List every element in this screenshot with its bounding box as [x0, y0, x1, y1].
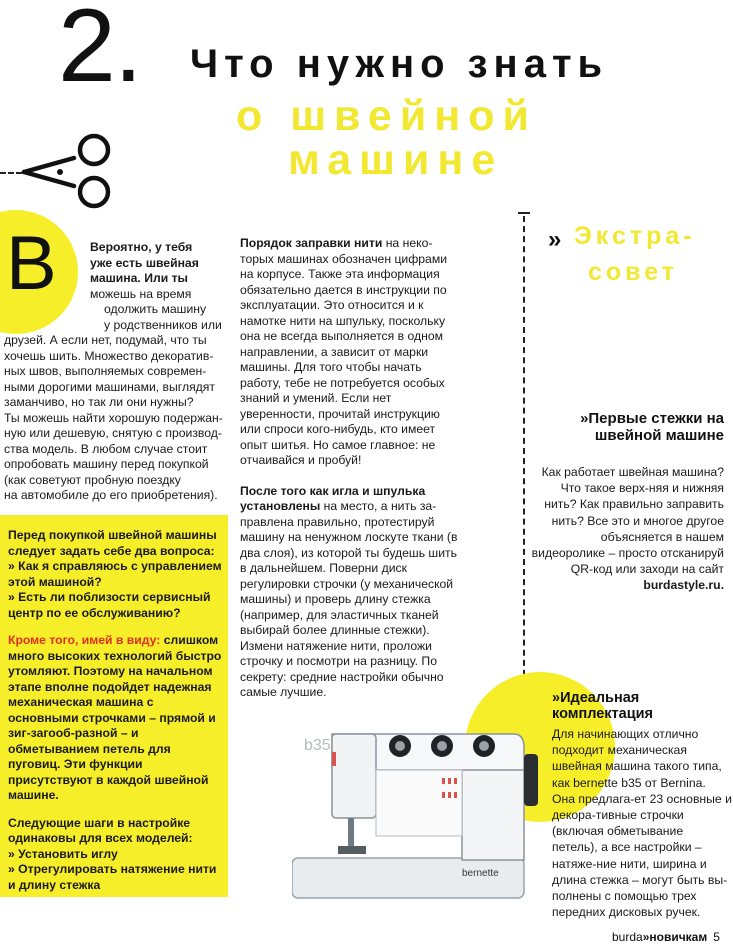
- intro-line: ную или дешевую, снятую с производ-: [4, 426, 222, 440]
- threading-paragraph: Порядок заправки нити на неко-торых машинах обозначен цифрами на корпусе. Также эта информация обязательно дается в инструкции по эксплуатации. Это относится и к намотке нити на шпульку, поскольку она не всегда выполняется в одном направлении, а зависит от марки машины. Для того чтобы начать работу, тебе не потребуется особых знаний и умений. Если нет уверенности, прочитай инструкцию или спроси кого-нибудь, кто имеет опыт шитья. Но самое главное: не отчаивайся и пробуй!: [240, 236, 448, 467]
- steps-intro: Следующие шаги в настройке одинаковы для всех моделей:: [8, 815, 193, 845]
- machine-brand-label: bernette: [462, 868, 499, 879]
- intro-line: у родственников или: [104, 317, 222, 332]
- intro-line: хочешь шить. Множество декоратив-: [4, 348, 214, 363]
- testing-paragraph: После того как игла и шпулька установлены на место, а нить за-правлена правильно, протестируй машину на ненужном лоскуте ткани (в два слоя), из которой ты будешь шить в дальнейшем. Поверни диск регулировки строчки (у механической машины) и проверь длину стежка (например, для эластичных тканей выбирай более длинные стежки). Измени натяжение нити, проложи строчку и посмотри на разницу. По секрету: средние настройки обычно самые лучшие.: [240, 483, 458, 699]
- step-1: » Установить иглу: [8, 846, 118, 861]
- intro-line: машина. Или ты: [90, 271, 188, 285]
- machine-model-label: b35: [304, 737, 331, 754]
- column-divider: [523, 216, 525, 686]
- intro-line: ных швов, выполняемых современ-: [4, 364, 207, 378]
- step-2: » Отрегулировать натяжение нити и длину стежка: [8, 862, 217, 892]
- extra-tip-mark: »: [548, 226, 562, 253]
- intro-line: на автомобиле до его приобретения).: [4, 488, 218, 502]
- site-link[interactable]: burdastyle.ru.: [643, 578, 724, 593]
- intro-line: Ты можешь найти хорошую подержан-: [4, 410, 223, 425]
- footer-brand: burda: [612, 930, 643, 944]
- threading-text: [240, 236, 462, 701]
- question-2: » Есть ли поблизости сервисный центр по ее обслуживанию?: [8, 590, 211, 620]
- page-footer: [612, 930, 720, 944]
- question-1: » Как я справляюсь с управлением этой машиной?: [8, 559, 222, 589]
- intro-line: можешь на время: [90, 286, 192, 301]
- ideal-set-text: Для начинающих отлично подходит механическая швейная машина такого типа, как bernette b35 от Bernina. Она предлага-ет 23 основные и декора-тивные строчки (включая обметывание петель), а все настройки – натяже-ние нити, ширина и длина стежка – могут быть вы-полнены с помощью трех передних дисковых ручек.: [552, 727, 732, 920]
- first-stitches-text: Как работает швейная машина? Что такое верх-няя и нижняя нить? Как правильно заправить нить? Все это и многое другое объясняется в нашем видеоролике – просто отсканируй QR-код или заходи на сайт burdastyle.ru.: [531, 465, 724, 593]
- intro-line: Вероятно, у тебя: [90, 240, 193, 254]
- intro-line: уже есть швейная: [90, 255, 199, 270]
- scissors-icon: [20, 128, 116, 214]
- ideal-set-heading: »Идеальная комплектация: [552, 690, 654, 722]
- first-stitches-heading: »Первые стежки на швейной машине: [580, 410, 724, 444]
- intro-line: заманчиво, но так ли они нужны?: [4, 395, 194, 409]
- intro-text: [4, 240, 226, 504]
- intro-line: одолжить машину: [104, 302, 207, 316]
- divider-cap: [518, 212, 530, 214]
- intro-line: ными дорогими машинами, выглядят: [4, 379, 215, 394]
- keep-in-mind-label: Кроме того, имей в виду:: [8, 633, 161, 647]
- page-number: 5: [713, 930, 720, 944]
- intro-line: ства модель. В любом случае стоит: [4, 441, 208, 456]
- sewing-machine-image: [292, 708, 540, 904]
- headline-line-1: Что нужно знать: [190, 42, 609, 86]
- headline-line-3: машине: [288, 136, 504, 184]
- tips-text: [8, 528, 222, 893]
- extra-tip-title-1: Экстра-: [574, 222, 696, 250]
- extra-tip-title-2: совет: [588, 258, 679, 286]
- footer-section: »новичкам: [642, 930, 708, 944]
- section-number: 2.: [58, 0, 141, 104]
- headline-line-2: о швейной: [236, 92, 537, 140]
- intro-line: друзей. А если нет, подумай, что ты: [4, 333, 207, 347]
- cut-line: [0, 172, 22, 174]
- questions-intro: Перед покупкой швейной машины следует задать себе два вопроса:: [8, 528, 217, 558]
- dropcap: В: [6, 221, 57, 306]
- intro-line: (как советуют пробную поездку: [4, 472, 181, 487]
- keep-in-mind-paragraph: Кроме того, имей в виду: слишком много высоких технологий быстро утомляют. Поэтому на начальном этапе вполне подойдет надежная механическая машина с основными строчками – прямой и зиг-загооб-разной – и обметыванием петель для пуговиц. Эти функции присутствуют в каждой швейной машине.: [8, 633, 222, 802]
- intro-line: опробовать машину перед покупкой: [4, 457, 209, 471]
